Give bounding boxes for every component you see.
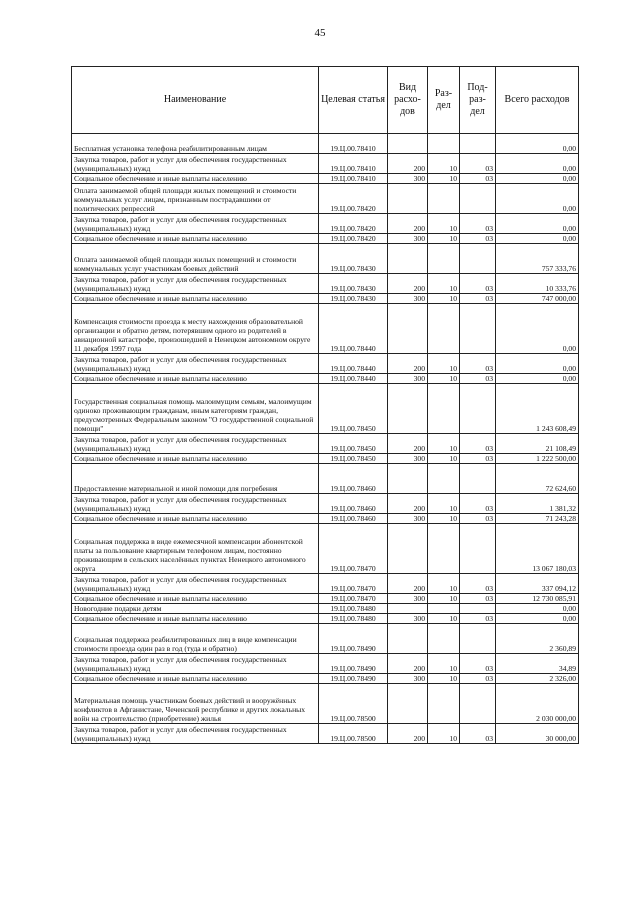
table-row [72, 384, 579, 434]
cell-target-article: 19.Ц.00.78450 [319, 454, 388, 464]
cell-name: Социальное обеспечение и иные выплаты населению [72, 174, 319, 184]
cell-name: Закупка товаров, работ и услуг для обеспечения государственных (муниципальных) нужд [72, 434, 319, 454]
cell-total-expenses: 13 067 180,03 [496, 524, 579, 574]
cell-name: Оплата занимаемой общей площади жилых помещений и стоимости коммунальных услуг лицам, признанным пострадавшими от политических репрессий [72, 184, 319, 214]
cell-name: Закупка товаров, работ и услуг для обеспечения государственных (муниципальных) нужд [72, 154, 319, 174]
table-row [72, 614, 579, 624]
cell-target-article: 19.Ц.00.78460 [319, 494, 388, 514]
cell-subsection: 03 [460, 274, 496, 294]
cell-name: Предоставление материальной и иной помощи для погребения [72, 464, 319, 494]
table-row [72, 274, 579, 294]
cell-total-expenses: 12 730 085,91 [496, 594, 579, 604]
cell-subsection: 03 [460, 374, 496, 384]
cell-expense-type: 200 [388, 274, 428, 294]
cell-expense-type: 300 [388, 174, 428, 184]
cell-total-expenses: 0,00 [496, 154, 579, 174]
cell-subsection [460, 384, 496, 434]
table-row [72, 684, 579, 724]
table-row [72, 294, 579, 304]
cell-expense-type: 300 [388, 514, 428, 524]
cell-section: 10 [428, 234, 460, 244]
cell-subsection: 03 [460, 574, 496, 594]
cell-target-article: 19.Ц.00.78440 [319, 374, 388, 384]
cell-target-article: 19.Ц.00.78490 [319, 624, 388, 654]
cell-subsection [460, 524, 496, 574]
cell-expense-type: 200 [388, 154, 428, 174]
cell-total-expenses: 0,00 [496, 184, 579, 214]
cell-section: 10 [428, 654, 460, 674]
cell-total-expenses: 1 222 500,00 [496, 454, 579, 464]
cell-total-expenses: 2 030 000,00 [496, 684, 579, 724]
cell-expense-type [388, 524, 428, 574]
cell-expense-type: 200 [388, 724, 428, 744]
cell-expense-type: 300 [388, 294, 428, 304]
cell-target-article: 19.Ц.00.78410 [319, 154, 388, 174]
cell-expense-type: 300 [388, 674, 428, 684]
header-expense-type: Вид расхо-дов [388, 67, 428, 134]
cell-total-expenses: 0,00 [496, 134, 579, 154]
cell-section [428, 464, 460, 494]
cell-name: Социальное обеспечение и иные выплаты населению [72, 674, 319, 684]
cell-total-expenses: 72 624,60 [496, 464, 579, 494]
table-row [72, 524, 579, 574]
cell-subsection: 03 [460, 674, 496, 684]
cell-name: Социальное обеспечение и иные выплаты населению [72, 234, 319, 244]
cell-section: 10 [428, 214, 460, 234]
cell-name: Социальное обеспечение и иные выплаты населению [72, 454, 319, 464]
cell-subsection: 03 [460, 294, 496, 304]
table-row [72, 674, 579, 684]
cell-subsection: 03 [460, 724, 496, 744]
table-row [72, 604, 579, 614]
cell-section: 10 [428, 374, 460, 384]
cell-subsection: 03 [460, 234, 496, 244]
cell-total-expenses: 757 333,76 [496, 244, 579, 274]
cell-section [428, 684, 460, 724]
cell-name: Закупка товаров, работ и услуг для обеспечения государственных (муниципальных) нужд [72, 214, 319, 234]
cell-expense-type: 200 [388, 434, 428, 454]
cell-total-expenses: 2 326,00 [496, 674, 579, 684]
cell-name: Закупка товаров, работ и услуг для обеспечения государственных (муниципальных) нужд [72, 274, 319, 294]
cell-expense-type: 300 [388, 594, 428, 604]
cell-total-expenses: 0,00 [496, 214, 579, 234]
table-row [72, 624, 579, 654]
cell-name: Оплата занимаемой общей площади жилых помещений и стоимости коммунальных услуг участникам боевых действий [72, 244, 319, 274]
table-row [72, 454, 579, 464]
cell-name: Социальная поддержка в виде ежемесячной компенсации абонентской платы за пользование квартирным телефоном лицам, постоянно проживающим в сельских населённых пунктах Ненецкого автономного округа [72, 524, 319, 574]
cell-total-expenses: 0,00 [496, 174, 579, 184]
cell-expense-type [388, 464, 428, 494]
cell-subsection [460, 464, 496, 494]
cell-name: Социальное обеспечение и иные выплаты населению [72, 594, 319, 604]
cell-target-article: 19.Ц.00.78420 [319, 214, 388, 234]
cell-section: 10 [428, 674, 460, 684]
cell-target-article: 19.Ц.00.78430 [319, 244, 388, 274]
cell-expense-type [388, 134, 428, 154]
cell-expense-type: 300 [388, 374, 428, 384]
cell-subsection: 03 [460, 494, 496, 514]
header-subsection: Под-раз-дел [460, 67, 496, 134]
cell-target-article: 19.Ц.00.78490 [319, 674, 388, 684]
cell-name: Социальное обеспечение и иные выплаты населению [72, 614, 319, 624]
cell-total-expenses: 71 243,28 [496, 514, 579, 524]
cell-expense-type: 300 [388, 614, 428, 624]
cell-total-expenses: 0,00 [496, 614, 579, 624]
cell-subsection: 03 [460, 514, 496, 524]
cell-target-article: 19.Ц.00.78460 [319, 464, 388, 494]
table-row [72, 174, 579, 184]
cell-expense-type: 200 [388, 654, 428, 674]
cell-target-article: 19.Ц.00.78480 [319, 614, 388, 624]
cell-section [428, 134, 460, 154]
cell-section [428, 304, 460, 354]
cell-name: Материальная помощь участникам боевых действий и вооружённых конфликтов в Афганистане, Чеченской республике и других локальных войн на строительство (приобретение) жилья [72, 684, 319, 724]
cell-subsection [460, 134, 496, 154]
cell-target-article: 19.Ц.00.78450 [319, 384, 388, 434]
cell-section: 10 [428, 454, 460, 464]
cell-total-expenses: 747 000,00 [496, 294, 579, 304]
cell-subsection: 03 [460, 154, 496, 174]
table-row [72, 594, 579, 604]
cell-expense-type [388, 624, 428, 654]
cell-section: 10 [428, 614, 460, 624]
cell-total-expenses: 0,00 [496, 354, 579, 374]
cell-name: Закупка товаров, работ и услуг для обеспечения государственных (муниципальных) нужд [72, 724, 319, 744]
table-row [72, 514, 579, 524]
cell-target-article: 19.Ц.00.78420 [319, 234, 388, 244]
cell-section [428, 244, 460, 274]
cell-subsection [460, 244, 496, 274]
cell-target-article: 19.Ц.00.78500 [319, 724, 388, 744]
table-row [72, 234, 579, 244]
cell-expense-type [388, 244, 428, 274]
table-row [72, 244, 579, 274]
cell-subsection: 03 [460, 614, 496, 624]
cell-section [428, 384, 460, 434]
cell-target-article: 19.Ц.00.78470 [319, 574, 388, 594]
cell-section: 10 [428, 294, 460, 304]
table-row [72, 184, 579, 214]
table-row [72, 464, 579, 494]
cell-total-expenses: 0,00 [496, 604, 579, 614]
cell-section [428, 624, 460, 654]
cell-total-expenses: 0,00 [496, 234, 579, 244]
cell-section: 10 [428, 514, 460, 524]
cell-total-expenses: 1 243 608,49 [496, 384, 579, 434]
header-section: Раз-дел [428, 67, 460, 134]
cell-expense-type [388, 184, 428, 214]
cell-total-expenses: 0,00 [496, 304, 579, 354]
cell-section: 10 [428, 594, 460, 604]
table-row [72, 494, 579, 514]
cell-total-expenses: 337 094,12 [496, 574, 579, 594]
cell-target-article: 19.Ц.00.78430 [319, 274, 388, 294]
table-row [72, 154, 579, 174]
cell-target-article: 19.Ц.00.78480 [319, 604, 388, 614]
cell-subsection [460, 684, 496, 724]
header-name: Наименование [72, 67, 319, 134]
cell-expense-type: 200 [388, 354, 428, 374]
cell-target-article: 19.Ц.00.78470 [319, 594, 388, 604]
table-row [72, 434, 579, 454]
cell-name: Государственная социальная помощь малоимущим семьям, малоимущим одиноко проживающим гражданам, иным категориям граждан, предусмотренных Федеральным законом "О государственной социальной помощи" [72, 384, 319, 434]
table-row [72, 304, 579, 354]
cell-name: Закупка товаров, работ и услуг для обеспечения государственных (муниципальных) нужд [72, 494, 319, 514]
cell-section: 10 [428, 574, 460, 594]
cell-section [428, 524, 460, 574]
cell-target-article: 19.Ц.00.78470 [319, 524, 388, 574]
cell-subsection: 03 [460, 434, 496, 454]
cell-section: 10 [428, 724, 460, 744]
cell-expense-type [388, 604, 428, 614]
header-target-article: Целевая статья [319, 67, 388, 134]
table-row [72, 574, 579, 594]
cell-expense-type: 300 [388, 454, 428, 464]
cell-name: Новогодние подарки детям [72, 604, 319, 614]
cell-expense-type [388, 304, 428, 354]
cell-subsection: 03 [460, 654, 496, 674]
cell-subsection: 03 [460, 594, 496, 604]
cell-subsection: 03 [460, 214, 496, 234]
cell-name: Закупка товаров, работ и услуг для обеспечения государственных (муниципальных) нужд [72, 574, 319, 594]
cell-subsection [460, 184, 496, 214]
budget-table [71, 66, 579, 744]
cell-target-article: 19.Ц.00.78440 [319, 304, 388, 354]
cell-name: Закупка товаров, работ и услуг для обеспечения государственных (муниципальных) нужд [72, 654, 319, 674]
cell-expense-type: 200 [388, 494, 428, 514]
cell-target-article: 19.Ц.00.78420 [319, 184, 388, 214]
table-row [72, 134, 579, 154]
cell-total-expenses: 10 333,76 [496, 274, 579, 294]
cell-subsection: 03 [460, 174, 496, 184]
cell-expense-type: 300 [388, 234, 428, 244]
cell-section [428, 184, 460, 214]
cell-name: Социальное обеспечение и иные выплаты населению [72, 514, 319, 524]
cell-name: Социальное обеспечение и иные выплаты населению [72, 374, 319, 384]
cell-total-expenses: 34,89 [496, 654, 579, 674]
cell-total-expenses: 0,00 [496, 374, 579, 384]
cell-target-article: 19.Ц.00.78430 [319, 294, 388, 304]
cell-total-expenses: 21 108,49 [496, 434, 579, 454]
header-total-expenses: Всего расходов [496, 67, 579, 134]
cell-total-expenses: 2 360,89 [496, 624, 579, 654]
cell-total-expenses: 30 000,00 [496, 724, 579, 744]
cell-expense-type: 200 [388, 574, 428, 594]
cell-name: Компенсация стоимости проезда к месту нахождения образовательной организации и обратно детям, потерявшим одного из родителей в авиационной катастрофе, произошедшей в Ненецком автономном округе 11 декабря 1997 года [72, 304, 319, 354]
cell-section: 10 [428, 434, 460, 454]
cell-name: Закупка товаров, работ и услуг для обеспечения государственных (муниципальных) нужд [72, 354, 319, 374]
cell-expense-type: 200 [388, 214, 428, 234]
cell-target-article: 19.Ц.00.78450 [319, 434, 388, 454]
cell-target-article: 19.Ц.00.78500 [319, 684, 388, 724]
table-row [72, 724, 579, 744]
cell-name: Бесплатная установка телефона реабилитированным лицам [72, 134, 319, 154]
cell-total-expenses: 1 381,32 [496, 494, 579, 514]
cell-section: 10 [428, 494, 460, 514]
table-row [72, 654, 579, 674]
cell-target-article: 19.Ц.00.78490 [319, 654, 388, 674]
cell-target-article: 19.Ц.00.78440 [319, 354, 388, 374]
cell-section: 10 [428, 174, 460, 184]
cell-name: Социальное обеспечение и иные выплаты населению [72, 294, 319, 304]
cell-subsection: 03 [460, 454, 496, 464]
table-row [72, 214, 579, 234]
table-row [72, 374, 579, 384]
cell-target-article: 19.Ц.00.78460 [319, 514, 388, 524]
cell-subsection [460, 604, 496, 614]
page-number: 45 [314, 27, 326, 39]
cell-expense-type [388, 384, 428, 434]
cell-name: Социальная поддержка реабилитированных лиц в виде компенсации стоимости проезда один раз в год (туда и обратно) [72, 624, 319, 654]
table-header-row [72, 67, 579, 134]
table-row [72, 354, 579, 374]
cell-subsection [460, 304, 496, 354]
cell-expense-type [388, 684, 428, 724]
cell-target-article: 19.Ц.00.78410 [319, 134, 388, 154]
cell-section: 10 [428, 274, 460, 294]
cell-subsection [460, 624, 496, 654]
cell-target-article: 19.Ц.00.78410 [319, 174, 388, 184]
cell-section: 10 [428, 154, 460, 174]
cell-section [428, 604, 460, 614]
cell-section: 10 [428, 354, 460, 374]
cell-subsection: 03 [460, 354, 496, 374]
